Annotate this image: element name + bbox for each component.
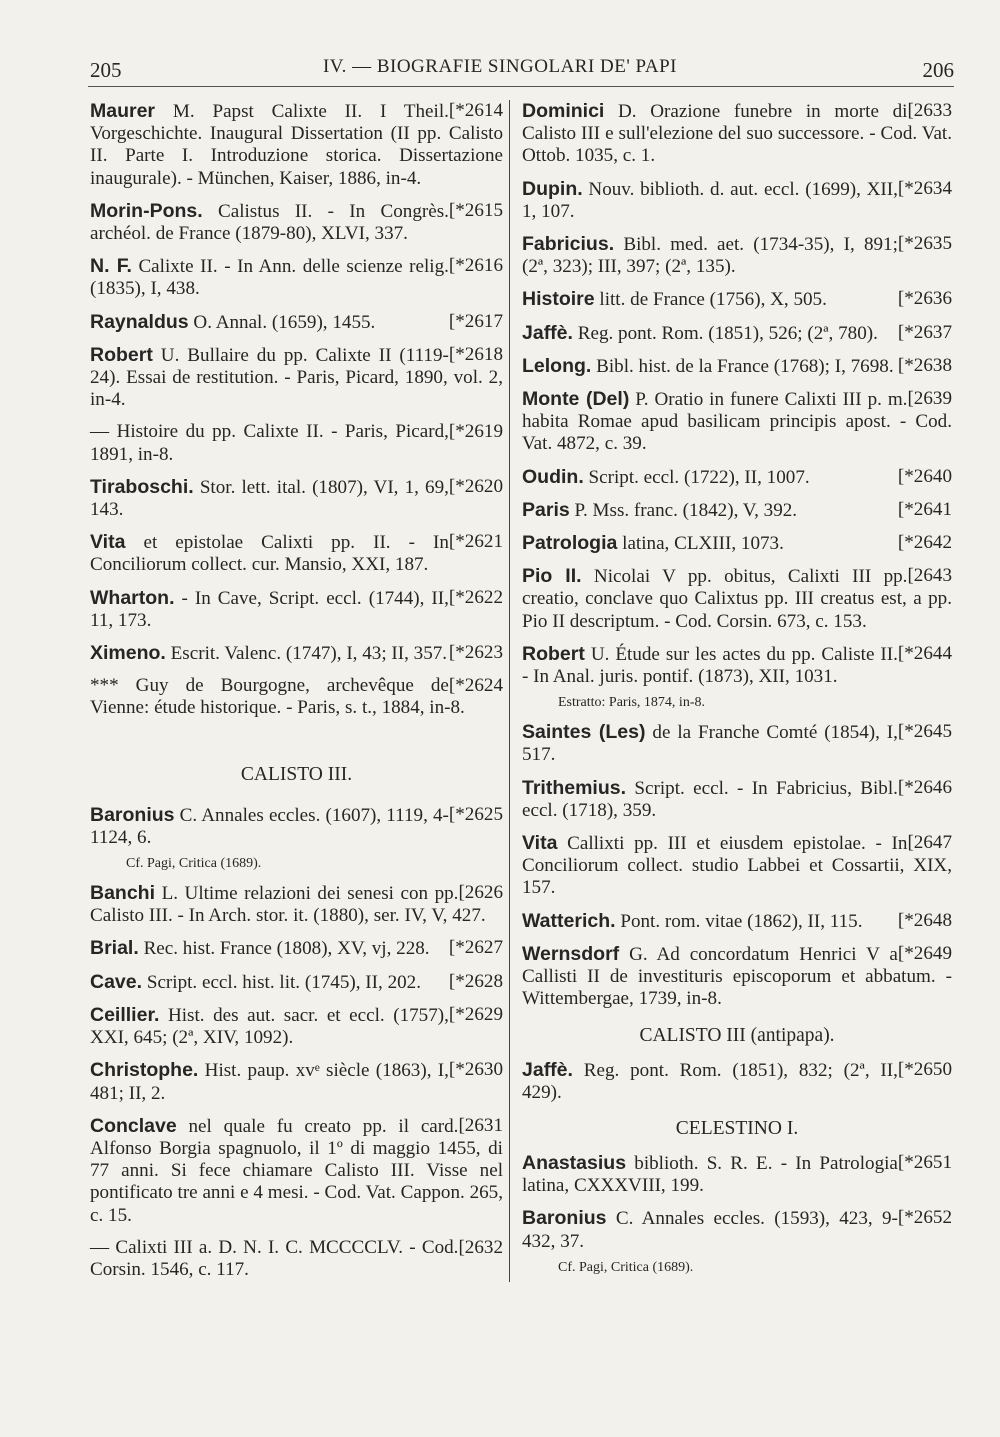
catalog-number: [*2642 — [897, 532, 952, 554]
entry-text: U. Étude sur les actes du pp. Caliste II. - In Anal. juris. pontif. (1873), XII, 1031. — [522, 643, 898, 688]
catalog-number: [*2617 — [448, 310, 503, 332]
entry-author: Ximeno. — [90, 642, 166, 665]
catalog-number: [*2630 — [448, 1059, 503, 1081]
catalog-number: [*2648 — [897, 909, 952, 931]
entry-note: Estratto: Paris, 1874, in-8. — [558, 695, 705, 711]
entry-text: Callixti pp. III et eiusdem epistolae. - In Conciliorum collect. studio Labbei et Cossartii, XIX, 157. — [522, 833, 952, 899]
catalog-number: [2626 — [458, 882, 503, 904]
entry-author: Trithemius. — [522, 776, 627, 799]
catalog-number: [*2636 — [897, 288, 952, 310]
catalog-number: [*2651 — [897, 1151, 952, 1173]
entry-text: Reg. pont. Rom. (1851), 526; (2ª, 780). — [577, 322, 878, 344]
section-title-calisto-iii-antipapa: CALISTO III (antipapa). — [639, 1024, 835, 1046]
catalog-number: [*2622 — [448, 586, 503, 608]
entry-author: Dupin. — [522, 177, 583, 200]
entry-text: et epistolae Calixti pp. II. - In Conciliorum collect. cur. Mansio, XXI, 187. — [90, 532, 449, 576]
bibliography-entry — [90, 344, 503, 412]
catalog-number: [*2620 — [448, 475, 503, 497]
catalog-number: [2631 — [458, 1114, 503, 1136]
entry-text: C. Annales eccles. (1593), 423, 9-432, 37. — [522, 1208, 898, 1252]
bibliography-entry — [522, 777, 952, 822]
entry-author: Baronius — [90, 803, 175, 826]
bibliography-entry — [522, 288, 952, 311]
entry-author: Brial. — [90, 937, 139, 960]
entry-text: Nouv. biblioth. d. aut. eccl. (1699), XII, 1, 107. — [522, 178, 898, 222]
entry-text: M. Papst Calixte II. I Theil. Vorgeschichte. Inaugural Dissertation (II pp. Calisto II. Parte I. Introduzione storica. Dissertazione inaugurale). - München, Kaiser, 1886, in-4. — [90, 101, 503, 189]
entry-list — [522, 100, 952, 1011]
entry-author: Baronius — [522, 1207, 607, 1230]
entry-text: O. Annal. (1659), 1455. — [193, 311, 376, 333]
bibliography-entry — [522, 943, 952, 1011]
entry-text: biblioth. S. R. E. - In Patrologia latina, CXXXVIII, 199. — [522, 1152, 898, 1197]
entry-text: Rec. hist. France (1808), XV, vj, 228. — [143, 938, 430, 960]
right-column — [522, 100, 952, 1286]
entry-author: Robert — [90, 343, 153, 366]
catalog-number: [*2621 — [448, 531, 503, 553]
bibliography-entry — [90, 100, 503, 190]
entry-text: nel quale fu creato pp. il card. Alfonso Borgia spagnuolo, il 1º di maggio 1455, di 77 anni. Si fece chiamare Calisto III. Visse nel pontificato tre anni e 4 mesi. - Cod. Vat. Cappon. 265, c. 15. — [90, 1115, 503, 1226]
entry-author: Pio II. — [522, 565, 582, 588]
entry-author: Histoire — [522, 288, 595, 311]
entry-author: Monte (Del) — [522, 388, 630, 411]
entry-text: Calixte II. - In Ann. delle scienze relig. (1835), I, 438. — [90, 256, 449, 300]
entry-text: G. Ad concordatum Henrici V a Callisti II de investituris episcoporum et abbatum. - Wittembergae, 1739, in-8. — [522, 943, 952, 1010]
bibliography-entry — [90, 476, 503, 521]
entry-text: D. Orazione funebre in morte di Calisto III e sull'elezione del suo successore. - Cod. Vat. Ottob. 1035, c. 1. — [522, 101, 952, 167]
entry-author: Oudin. — [522, 465, 584, 488]
bibliography-entry — [90, 587, 503, 632]
column-divider — [509, 100, 510, 1282]
entry-text: Calistus II. - In Congrès. archéol. de France (1879-80), XLVI, 337. — [90, 200, 449, 245]
page-number-left: 205 — [90, 58, 122, 82]
bibliography-entry — [90, 1004, 503, 1049]
catalog-number: [*2634 — [897, 177, 952, 199]
bibliography-entry — [90, 1115, 503, 1227]
entry-text: latina, CLXIII, 1073. — [622, 533, 784, 555]
bibliography-entry — [90, 200, 503, 245]
catalog-number: [*2640 — [897, 465, 952, 487]
bibliography-entry — [90, 255, 503, 300]
entry-author: N. F. — [90, 255, 132, 278]
page-number-right: 206 — [922, 58, 954, 82]
catalog-number: [*2627 — [448, 937, 503, 959]
bibliography-entry — [90, 421, 503, 465]
entry-list — [90, 100, 503, 720]
bibliography-entry — [522, 832, 952, 900]
entry-text: Bibl. hist. de la France (1768); I, 7698. — [596, 355, 894, 377]
entry-text: Hist. paup. xvᵉ siècle (1863), I, 481; II, 2. — [90, 1060, 449, 1104]
bibliography-entry — [522, 1207, 952, 1275]
entry-author: Vita — [522, 832, 558, 855]
entry-author: Wharton. — [90, 586, 175, 609]
catalog-number: [*2624 — [448, 675, 503, 697]
entry-note: Cf. Pagi, Critica (1689). — [126, 856, 262, 872]
entry-text: Nicolai V pp. obitus, Calixti III pp. creatio, conclave quo Calixtus pp. III creatus est, a pp. Pio II descriptum. - Cod. Corsin. 673, c. 153. — [522, 566, 952, 632]
bibliography-entry — [90, 937, 503, 960]
catalog-number: [*2637 — [897, 321, 952, 343]
bibliography-entry — [522, 721, 952, 766]
catalog-number: [*2629 — [448, 1003, 503, 1025]
bibliography-entry — [90, 1059, 503, 1104]
bibliography-entry — [522, 565, 952, 633]
bibliography-entry — [522, 1152, 952, 1197]
bibliography-entry — [522, 499, 952, 522]
entry-author: Jaffè. — [522, 1058, 573, 1081]
entry-author: Robert — [522, 642, 585, 665]
entry-text: — Histoire du pp. Calixte II. - Paris, Picard, 1891, in-8. — [90, 421, 449, 465]
section-title-calisto-iii: CALISTO III. — [240, 763, 353, 785]
bibliography-entry — [522, 532, 952, 555]
entry-text: Escrit. Valenc. (1747), I, 43; II, 357. — [170, 643, 448, 665]
entry-author: Fabricius. — [522, 233, 615, 256]
page-header — [0, 50, 1000, 90]
entry-author: Anastasius — [522, 1151, 627, 1174]
left-column — [90, 100, 503, 1291]
entry-author: Raynaldus — [90, 310, 189, 333]
entry-author: Saintes (Les) — [522, 721, 646, 744]
bibliography-entry — [522, 233, 952, 278]
catalog-number: [2639 — [907, 388, 952, 410]
bibliography-entry — [90, 882, 503, 927]
bibliography-entry — [90, 1237, 503, 1281]
entry-list — [522, 1152, 952, 1276]
catalog-number: [*2615 — [448, 199, 503, 221]
entry-text: Script. eccl. (1722), II, 1007. — [588, 466, 810, 488]
catalog-number: [*2618 — [448, 343, 503, 365]
bibliography-entry — [90, 531, 503, 576]
entry-text: litt. de France (1756), X, 505. — [599, 289, 827, 311]
entry-list — [522, 1059, 952, 1104]
entry-author: Lelong. — [522, 354, 592, 377]
bibliography-entry — [522, 1059, 952, 1104]
header-rule — [88, 86, 954, 87]
entry-text: Hist. des aut. sacr. et eccl. (1757), XXI, 645; (2ª, XIV, 1092). — [90, 1004, 449, 1049]
section-title-celestino-i: CELESTINO I. — [675, 1117, 799, 1139]
entry-text: Script. eccl. - In Fabricius, Bibl. eccl. (1718), 359. — [522, 777, 898, 821]
catalog-number: [*2616 — [448, 255, 503, 277]
entry-author: Ceillier. — [90, 1003, 160, 1026]
entry-author: Conclave — [90, 1114, 177, 1137]
entry-text: Script. eccl. hist. lit. (1745), II, 202. — [146, 971, 421, 993]
entry-author: Wernsdorf — [522, 942, 620, 965]
entry-list — [90, 804, 503, 1281]
entry-text: L. Ultime relazioni dei senesi con pp. Calisto III. - In Arch. stor. it. (1880), ser. IV, V, 427. — [90, 883, 486, 927]
catalog-number: [*2638 — [897, 354, 952, 376]
bibliography-entry — [90, 642, 503, 665]
catalog-number: [*2645 — [897, 721, 952, 743]
bibliography-entry — [522, 910, 952, 933]
entry-author: Paris — [522, 498, 570, 521]
catalog-number: [2633 — [907, 100, 952, 121]
catalog-number: [*2619 — [448, 421, 503, 443]
bibliography-entry — [90, 311, 503, 334]
catalog-number: [*2646 — [897, 776, 952, 798]
bibliography-entry — [522, 466, 952, 489]
bibliography-entry — [90, 804, 503, 872]
entry-author: Maurer — [90, 100, 156, 122]
entry-text: C. Annales eccles. (1607), 1119, 4-1124, 6. — [90, 804, 449, 848]
bibliography-entry — [522, 643, 952, 711]
catalog-number: [2647 — [907, 832, 952, 854]
catalog-number: [*2649 — [897, 942, 952, 964]
entry-note: Cf. Pagi, Critica (1689). — [558, 1259, 694, 1275]
entry-text: de la Franche Comté (1854), I, 517. — [522, 722, 898, 766]
bibliography-entry — [90, 675, 503, 719]
entry-author: Morin-Pons. — [90, 199, 203, 222]
bibliography-entry — [522, 322, 952, 345]
entry-author: Tiraboschi. — [90, 475, 194, 498]
entry-author: Christophe. — [90, 1059, 199, 1082]
catalog-number: [*2635 — [897, 233, 952, 255]
entry-author: Jaffè. — [522, 321, 573, 344]
entry-text: Pont. rom. vitae (1862), II, 115. — [620, 910, 863, 932]
bibliography-entry — [522, 178, 952, 223]
catalog-number: [2643 — [907, 565, 952, 587]
entry-text: *** Guy de Bourgogne, archevêque de Vienne: étude historique. - Paris, s. t., 1884, in-8. — [90, 675, 465, 719]
entry-author: Banchi — [90, 882, 156, 905]
running-title: IV. — BIOGRAFIE SINGOLARI DE' PAPI — [322, 56, 677, 77]
entry-text: Bibl. med. aet. (1734-35), I, 891; (2ª, 323); III, 397; (2ª, 135). — [522, 234, 898, 278]
entry-text: Stor. lett. ital. (1807), VI, 1, 69, 143. — [90, 476, 449, 521]
catalog-number: [*2641 — [897, 498, 952, 520]
catalog-number: [*2652 — [897, 1207, 952, 1229]
bibliography-entry — [522, 355, 952, 378]
entry-text: U. Bullaire du pp. Calixte II (1119-24). Essai de restitution. - Paris, Picard, 1890, vol. 2, in-4. — [90, 344, 503, 411]
catalog-number: [*2628 — [448, 970, 503, 992]
catalog-number: [*2623 — [448, 642, 503, 664]
entry-text: P. Oratio in funere Calixti III p. m. habita Romae apud basilicam principis apost. - Cod. Vat. 4872, c. 39. — [522, 389, 952, 455]
catalog-number: [*2625 — [448, 803, 503, 825]
entry-author: Dominici — [522, 100, 605, 122]
entry-author: Vita — [90, 531, 126, 554]
bibliography-entry — [522, 388, 952, 456]
catalog-number: [*2614 — [448, 100, 503, 121]
entry-text: — Calixti III a. D. N. I. C. MCCCCLV. - Cod. Corsin. 1546, c. 117. — [90, 1236, 459, 1280]
entry-text: Reg. pont. Rom. (1851), 832; (2ª, II, 429). — [522, 1059, 898, 1103]
bibliography-entry — [522, 100, 952, 168]
catalog-number: [*2644 — [897, 642, 952, 664]
catalog-number: [2632 — [458, 1236, 503, 1258]
entry-author: Cave. — [90, 970, 143, 993]
entry-author: Watterich. — [522, 909, 616, 932]
entry-author: Patrologia — [522, 532, 618, 555]
entry-text: P. Mss. franc. (1842), V, 392. — [574, 499, 798, 521]
entry-text: - In Cave, Script. eccl. (1744), II, 11, 173. — [90, 587, 449, 631]
bibliography-entry — [90, 971, 503, 994]
catalog-number: [*2650 — [897, 1058, 952, 1080]
